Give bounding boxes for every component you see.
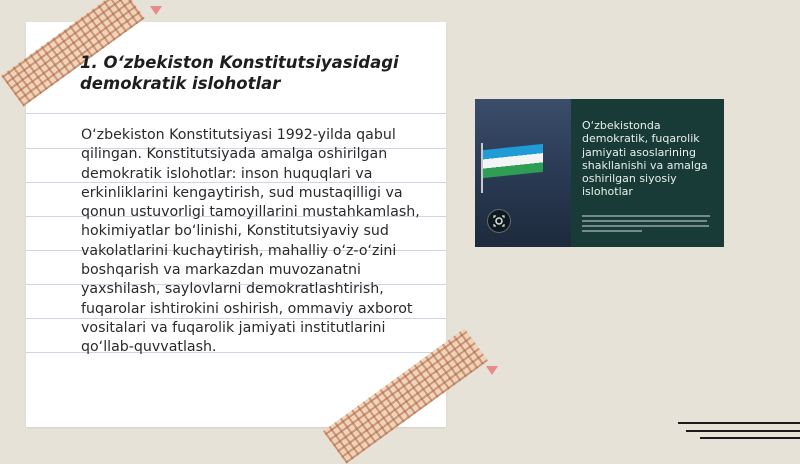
slide-title-line2: demokratik islohotlar [80, 74, 281, 93]
media-fine-print [582, 215, 712, 235]
slide-body-text: O‘zbekiston Konstitutsiyasi 1992-yilda qabul qilingan. Konstitutsiyada amalga oshirilgan demokratik islohotlar: inson huquqlari va erkinliklarini kengaytirish, sud mustaqilligi va qonun ustuvorligi tamoyillarini mustahkamlash, hokimiyatlar bo‘linishi, Konstitutsiyaviy sud vakolatlarini kuchaytirish, mahalliy o‘z-o‘zini boshqarish va markazdan muvozanatni yaxshilash, saylovlarni demokratlashtirish, fuqarolar ishtirokini oshirish, ommaviy axborot vositalari va fuqarolik jamiyati institutlarini qo‘llab-quvvatlash. [81, 127, 420, 356]
uzbekistan-flag-icon [483, 144, 543, 178]
slide-title-line1: 1. O‘zbekiston Konstitutsiyasidagi [80, 53, 399, 72]
lens-search-icon[interactable] [487, 209, 511, 233]
paper-rule [26, 113, 446, 114]
pin-marker-icon [486, 366, 498, 375]
pin-marker-icon [150, 6, 162, 15]
stroke-line [700, 437, 800, 439]
slide-title [80, 52, 420, 94]
media-caption: O‘zbekistonda demokratik, fuqarolik jamiyati asoslarining shakllanishi va amalga oshirilgan siyosiy islohotlar [582, 119, 708, 199]
flag-photo [475, 99, 571, 247]
stroke-line [686, 430, 800, 432]
embedded-image-card[interactable] [475, 99, 724, 247]
stroke-line [678, 422, 800, 424]
